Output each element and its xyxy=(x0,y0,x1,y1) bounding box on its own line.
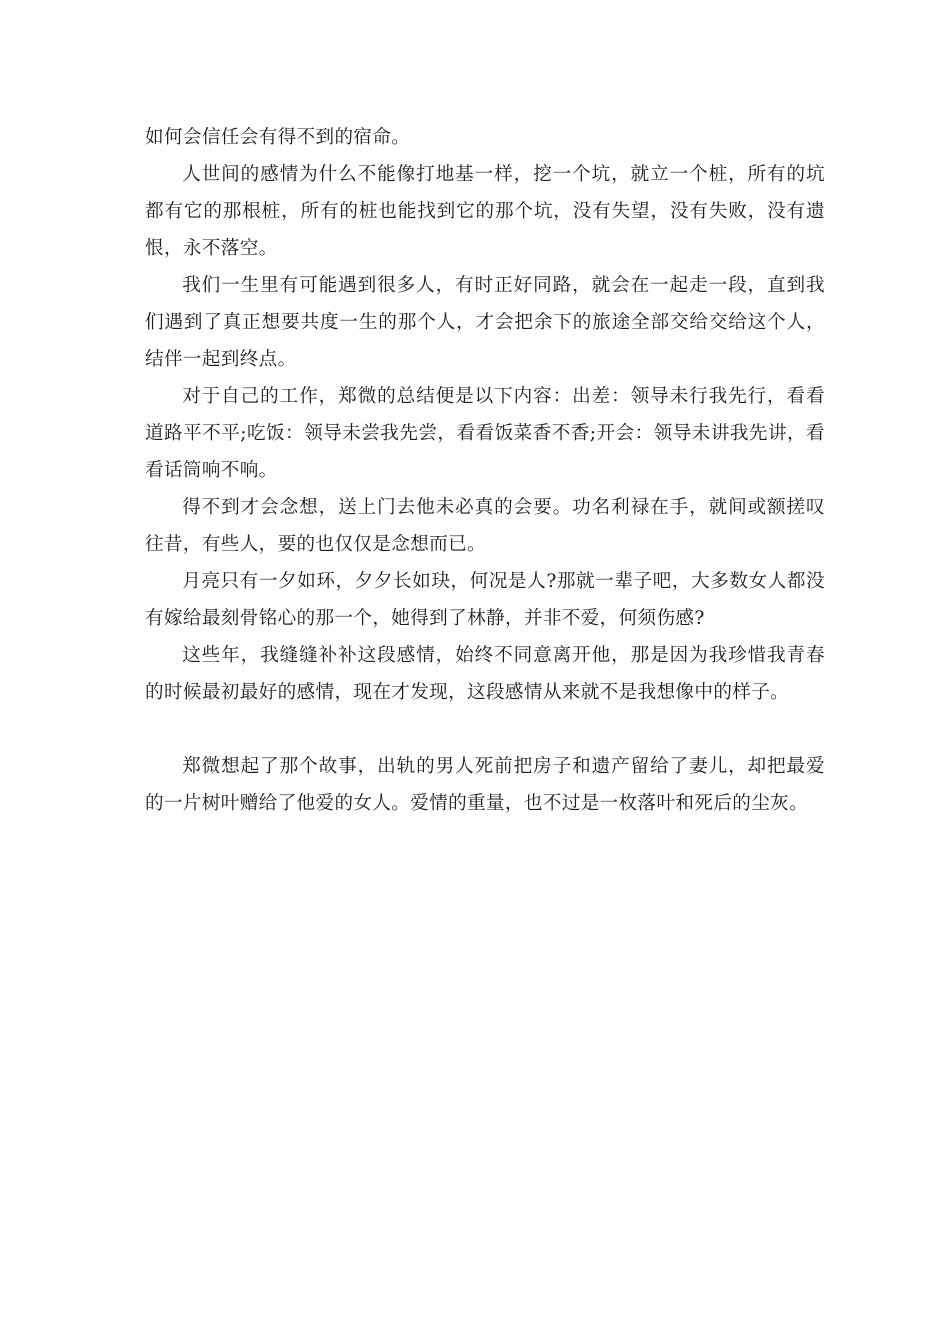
paragraph-6: 月亮只有一夕如环，夕夕长如玦，何况是人?那就一辈子吧，大多数女人都没有嫁给最刻骨铭心的那一个，她得到了林静，并非不爱，何须伤感? xyxy=(145,571,825,629)
paragraph-7: 这些年，我缝缝补补这段感情，始终不同意离开他，那是因为我珍惜我青春的时候最初最好的感情，现在才发现，这段感情从来就不是我想像中的样子。 xyxy=(145,645,825,703)
paragraph-5: 得不到才会念想，送上门去他未必真的会要。功名利禄在手，就间或额搓叹往昔，有些人，要的也仅仅是念想而已。 xyxy=(145,497,825,555)
paragraph-8: 郑微想起了那个故事，出轨的男人死前把房子和遗产留给了妻儿，却把最爱的一片树叶赠给了他爱的女人。爱情的重量，也不过是一枚落叶和死后的尘灰。 xyxy=(145,756,825,814)
paragraph-3: 我们一生里有可能遇到很多人，有时正好同路，就会在一起走一段，直到我们遇到了真正想要共度一生的那个人，才会把余下的旅途全部交给交给这个人，结伴一起到终点。 xyxy=(145,275,825,370)
paragraph-2: 人世间的感情为什么不能像打地基一样，挖一个坑，就立一个桩，所有的坑都有它的那根桩，所有的桩也能找到它的那个坑，没有失望，没有失败，没有遗恨，永不落空。 xyxy=(145,164,825,259)
paragraph-1: 如何会信任会有得不到的宿命。 xyxy=(145,127,411,148)
document-body xyxy=(145,119,825,822)
paragraph-4: 对于自己的工作，郑微的总结便是以下内容：出差：领导未行我先行，看看道路平不平;吃饭：领导未尝我先尝，看看饭菜香不香;开会：领导未讲我先讲，看看话筒响不响。 xyxy=(145,386,825,481)
paragraph-spacer xyxy=(145,711,825,748)
